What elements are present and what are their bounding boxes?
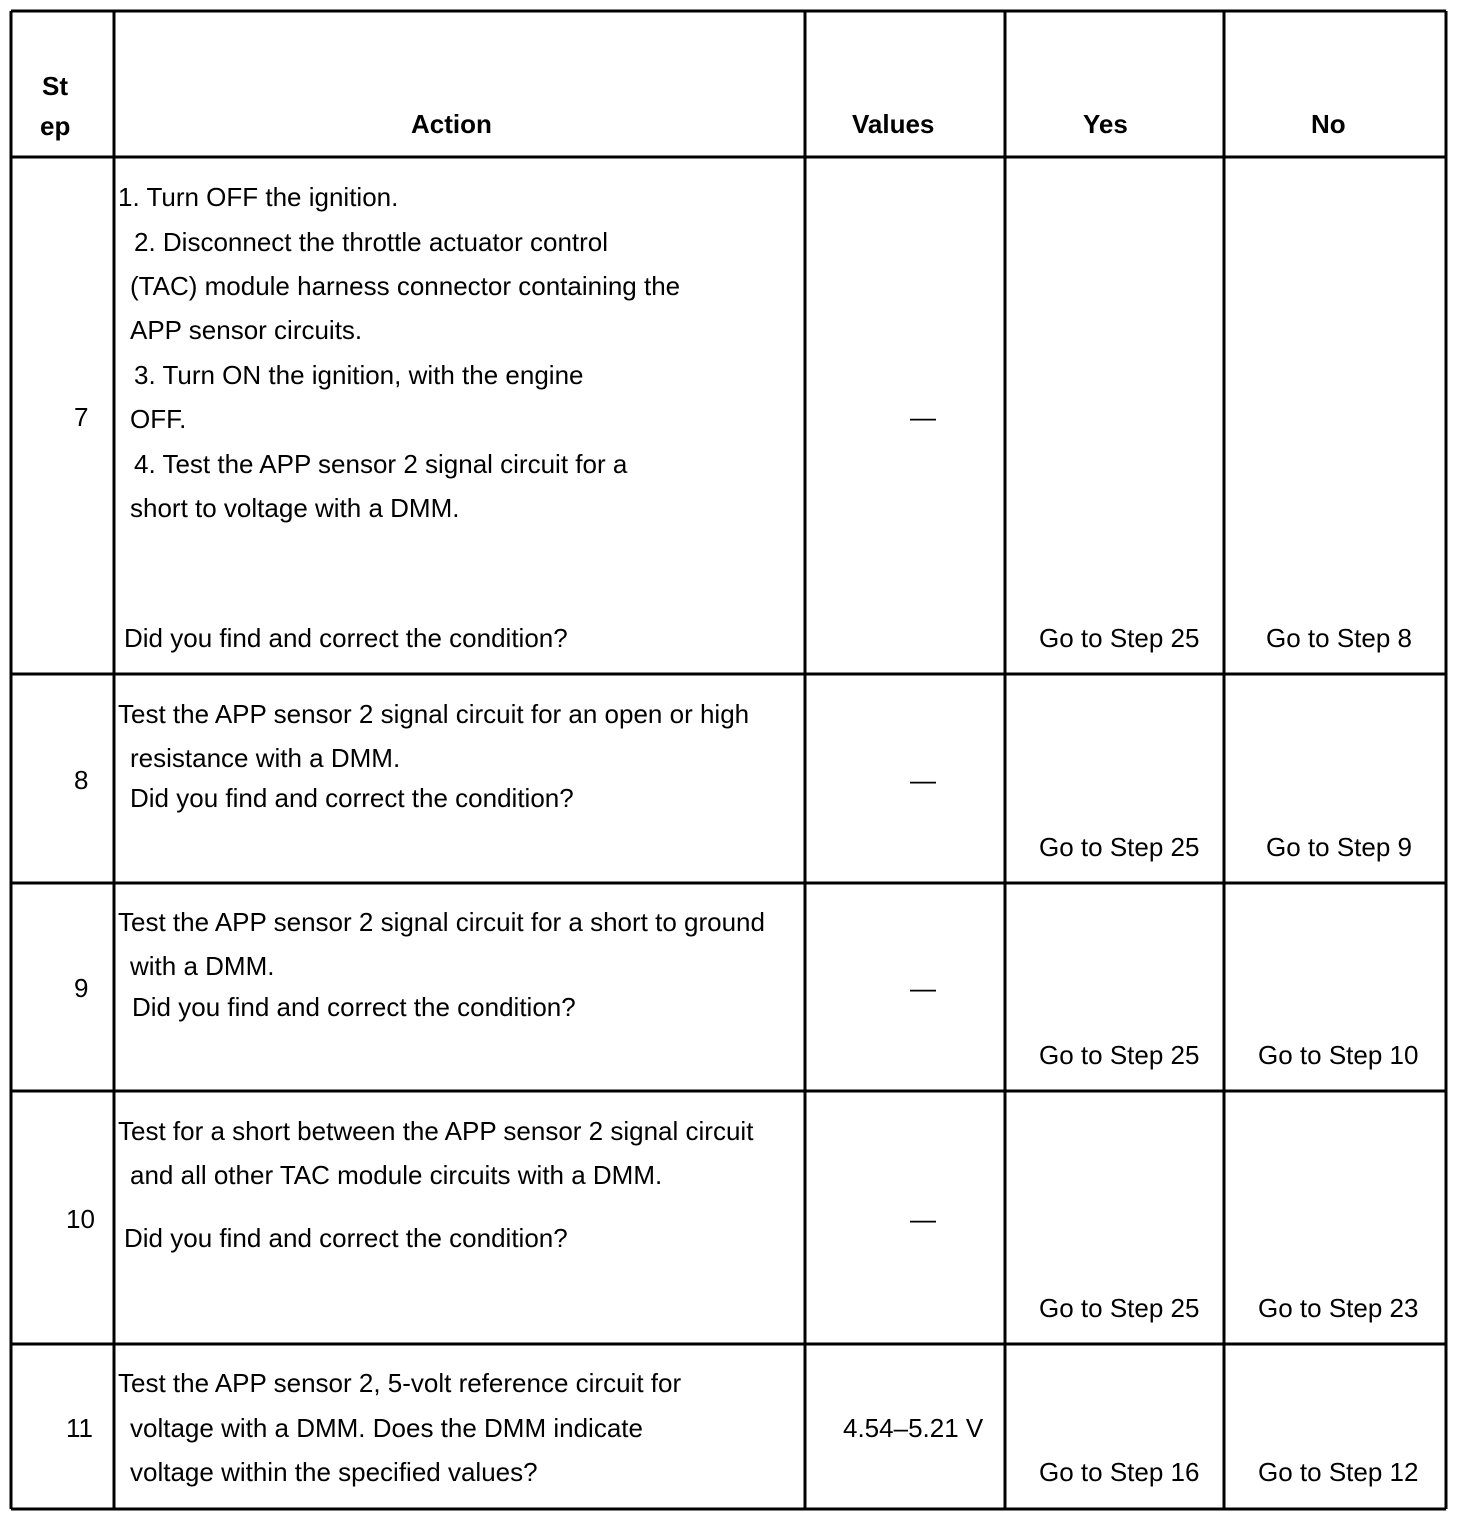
- action-question: Did you find and correct the condition?: [132, 992, 576, 1022]
- step-number: 9: [74, 973, 89, 1003]
- header-values: Values: [852, 109, 935, 139]
- value-cell: —: [910, 765, 936, 795]
- action-line: and all other TAC module circuits with a DMM.: [130, 1160, 663, 1190]
- action-line: with a DMM.: [130, 951, 275, 981]
- action-line: 4. Test the APP sensor 2 signal circuit for a: [134, 449, 628, 479]
- header-step-line1: St: [42, 71, 68, 101]
- value-cell: —: [910, 973, 936, 1003]
- yes-cell: Go to Step 25: [1039, 1040, 1200, 1070]
- step-number: 10: [66, 1204, 95, 1234]
- yes-cell: Go to Step 25: [1039, 832, 1200, 862]
- value-cell: 4.54–5.21 V: [843, 1413, 984, 1443]
- action-line: 2. Disconnect the throttle actuator control: [134, 227, 609, 257]
- action-line: resistance with a DMM.: [130, 743, 401, 773]
- action-question: Did you find and correct the condition?: [124, 623, 568, 653]
- yes-cell: Go to Step 25: [1039, 1293, 1200, 1323]
- action-line: Test the APP sensor 2, 5-volt reference circuit for: [118, 1368, 682, 1398]
- yes-cell: Go to Step 25: [1039, 623, 1200, 653]
- action-line: Test for a short between the APP sensor 2 signal circuit: [118, 1116, 754, 1146]
- no-cell: Go to Step 8: [1266, 623, 1412, 653]
- no-cell: Go to Step 23: [1258, 1293, 1419, 1323]
- value-cell: —: [910, 1204, 936, 1234]
- action-line: short to voltage with a DMM.: [130, 493, 460, 523]
- action-line: 1. Turn OFF the ignition.: [118, 182, 399, 212]
- action-line: 3. Turn ON the ignition, with the engine: [134, 360, 584, 390]
- action-line: Test the APP sensor 2 signal circuit for a short to ground: [118, 907, 765, 937]
- action-line: voltage within the specified values?: [130, 1457, 538, 1487]
- header-yes: Yes: [1083, 109, 1128, 139]
- value-cell: —: [910, 402, 936, 432]
- header-no: No: [1311, 109, 1346, 139]
- header-step-line2: ep: [40, 111, 71, 141]
- action-line: APP sensor circuits.: [130, 315, 363, 345]
- no-cell: Go to Step 9: [1266, 832, 1412, 862]
- no-cell: Go to Step 12: [1258, 1457, 1419, 1487]
- step-number: 7: [74, 402, 89, 432]
- action-line: Test the APP sensor 2 signal circuit for an open or high: [118, 699, 750, 729]
- action-line: voltage with a DMM. Does the DMM indicate: [130, 1413, 643, 1443]
- yes-cell: Go to Step 16: [1039, 1457, 1200, 1487]
- action-line: (TAC) module harness connector containing the: [130, 271, 681, 301]
- action-line: OFF.: [130, 404, 187, 434]
- step-number: 11: [66, 1413, 93, 1443]
- step-number: 8: [74, 765, 89, 795]
- header-action: Action: [411, 109, 492, 139]
- action-question: Did you find and correct the condition?: [130, 783, 574, 813]
- no-cell: Go to Step 10: [1258, 1040, 1419, 1070]
- action-question: Did you find and correct the condition?: [124, 1223, 568, 1253]
